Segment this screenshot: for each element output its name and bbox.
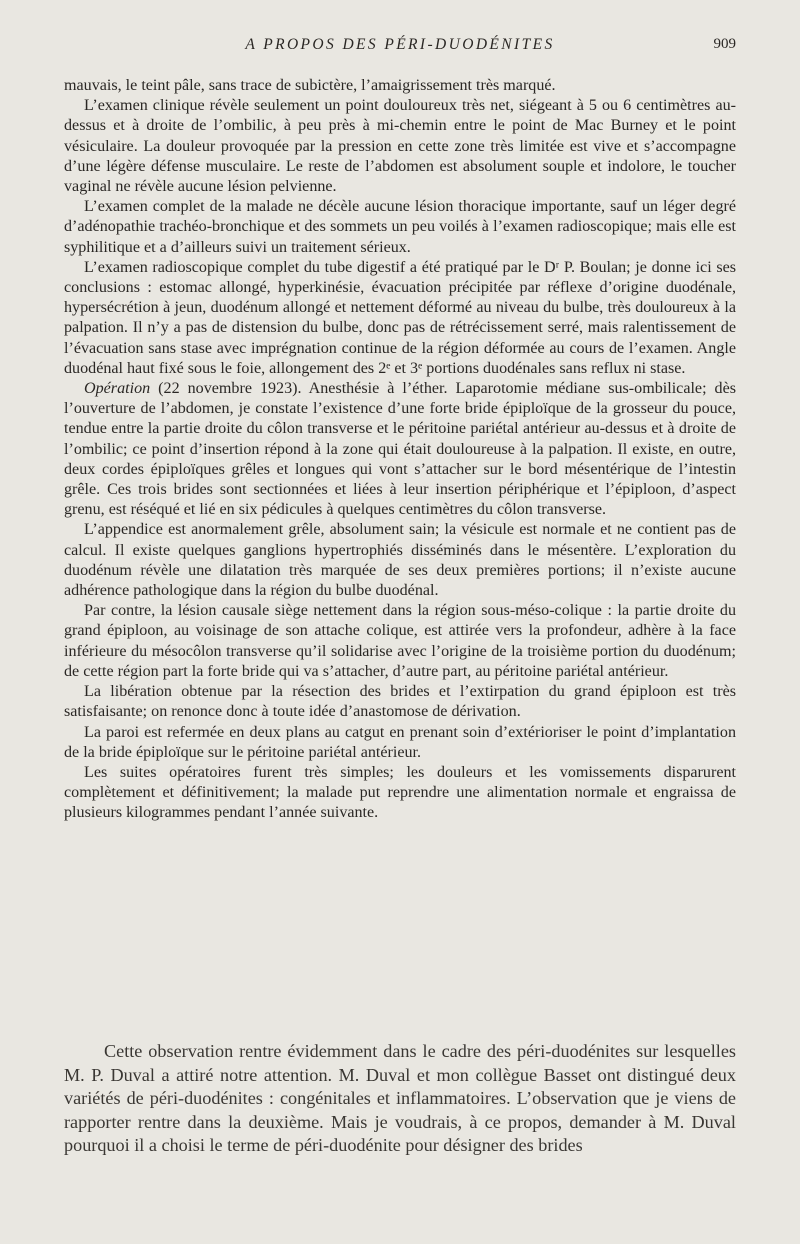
paragraph-radioscopy: L’examen radioscopique complet du tube digestif a été pratiqué par le Dʳ P. Boulan; je donne ici ses conclusions : estomac allongé, hyperkinésie, évacuation précipitée par réflexe d’origine duodénale, hypersécrétion à jeun, duodénum allongé et nettement déformé au niveau du bulbe, très douloureux à la palpation. Il n’y a pas de distension du bulbe, donc pas de rétrécissement serré, mais ralentissement de l’évacuation sans stase avec imprégnation continue de la région déformée au cours de l’examen. Angle duodénal haut fixé sous le foie, allongement des 2ᵉ et 3ᵉ portions duodénales sans reflux ni stase. bbox=[64, 258, 736, 377]
paragraph-appendix: L’appendice est anormalement grêle, absolument sain; la vésicule est normale et ne contient pas de calcul. Il existe quelques ganglions hypertrophiés disséminés dans le mésentère. L’exploration du duodénum révèle une dilatation très marquée de ses deux premières portions; il n’existe aucune adhérence pathologique dans la région du bulbe duodénal. bbox=[64, 521, 736, 600]
operation-label: Opération bbox=[84, 380, 151, 398]
paragraph-complete-exam: L’examen complet de la malade ne décèle aucune lésion thoracique importante, sauf un léger degré d’adénopathie trachéo-bronchique et des sommets un peu voilés à l’examen radioscopique; mais elle est syphilitique et a d’ailleurs suivi un traitement sérieux. bbox=[64, 198, 736, 256]
paragraph-causal-lesion: Par contre, la lésion causale siège nettement dans la région sous-méso-colique : la partie droite du grand épiploon, au voisinage de son attache colique, est attirée vers la profondeur, adhère à la face inférieure du mésocôlon transverse qu’il solidarise avec l’origine de la troisième portion du duodénum; de cette région part la forte bride qui va s’attacher, d’autre part, au péritoine pariétal antérieur. bbox=[64, 602, 736, 680]
paragraph-clinical-exam: L’examen clinique révèle seulement un point douloureux très net, siégeant à 5 ou 6 centimètres au-dessus et à droite de l’ombilic, à peu près à mi-chemin entre le point de Mac Burney et le point vésiculaire. La douleur provoquée par la pression en cette zone très limitée est vive et s’accompagne d’une légère défense musculaire. Le reste de l’abdomen est absolument souple et indolore, le toucher vaginal ne révèle aucune lésion pelvienne. bbox=[64, 97, 736, 196]
paragraph-postoperative: Les suites opératoires furent très simples; les douleurs et les vomissements disparurent complètement et définitivement; la malade put reprendre une alimentation normale et engraissa de plusieurs kilogrammes pendant l’année suivante. bbox=[64, 763, 736, 822]
paragraph-operation bbox=[64, 379, 736, 520]
paragraph-continuation: mauvais, le teint pâle, sans trace de subictère, l’amaigrissement très marqué. bbox=[64, 77, 556, 94]
running-title: A PROPOS DES PÉRI-DUODÉNITES bbox=[245, 36, 555, 53]
paragraph-wall-closure: La paroi est refermée en deux plans au catgut en prenant soin d’extérioriser le point d’implantation de la bride épiploïque sur le péritoine pariétal antérieur. bbox=[64, 723, 736, 761]
page-header bbox=[64, 36, 736, 60]
discussion bbox=[64, 1040, 736, 1158]
case-observation bbox=[64, 76, 736, 824]
page-number: 909 bbox=[713, 36, 736, 52]
operation-text: (22 novembre 1923). Anesthésie à l’éther. Laparotomie médiane sus-ombilicale; dès l’ouverture de l’abdomen, je constate l’existence d’une forte bride épiploïque de la grosseur du pouce, tendue entre la partie droite du côlon transverse et le péritoine pariétal antérieur au-dessus et à droite de l’ombilic; ce point d’insertion répond à la zone qui était douloureuse à la palpation. Il existe, en outre, deux cordes épiploïques grêles et longues qui vont s’attacher sur le bord mésentérique de l’intestin grêle. Ces trois brides sont sectionnées et liées à leur insertion périphérique et l’épiploon, d’aspect grenu, est réséqué et lié en six pédicules à quelques centimètres du côlon transverse. bbox=[64, 380, 736, 519]
paragraph-liberation: La libération obtenue par la résection des brides et l’extirpation du grand épiploon est très satisfaisante; on renonce donc à toute idée d’anastomose de dérivation. bbox=[64, 683, 736, 721]
paragraph-discussion: Cette observation rentre évidemment dans le cadre des péri-duodénites sur lesquelles M. P. Duval a attiré notre attention. M. Duval et mon collègue Basset ont distingué deux variétés de péri-duodénites : congénitales et inflammatoires. L’observation que je viens de rapporter rentre dans la deuxième. Mais je voudrais, à ce propos, demander à M. Duval pourquoi il a choisi le terme de péri-duodénite pour désigner des brides bbox=[64, 1041, 736, 1156]
